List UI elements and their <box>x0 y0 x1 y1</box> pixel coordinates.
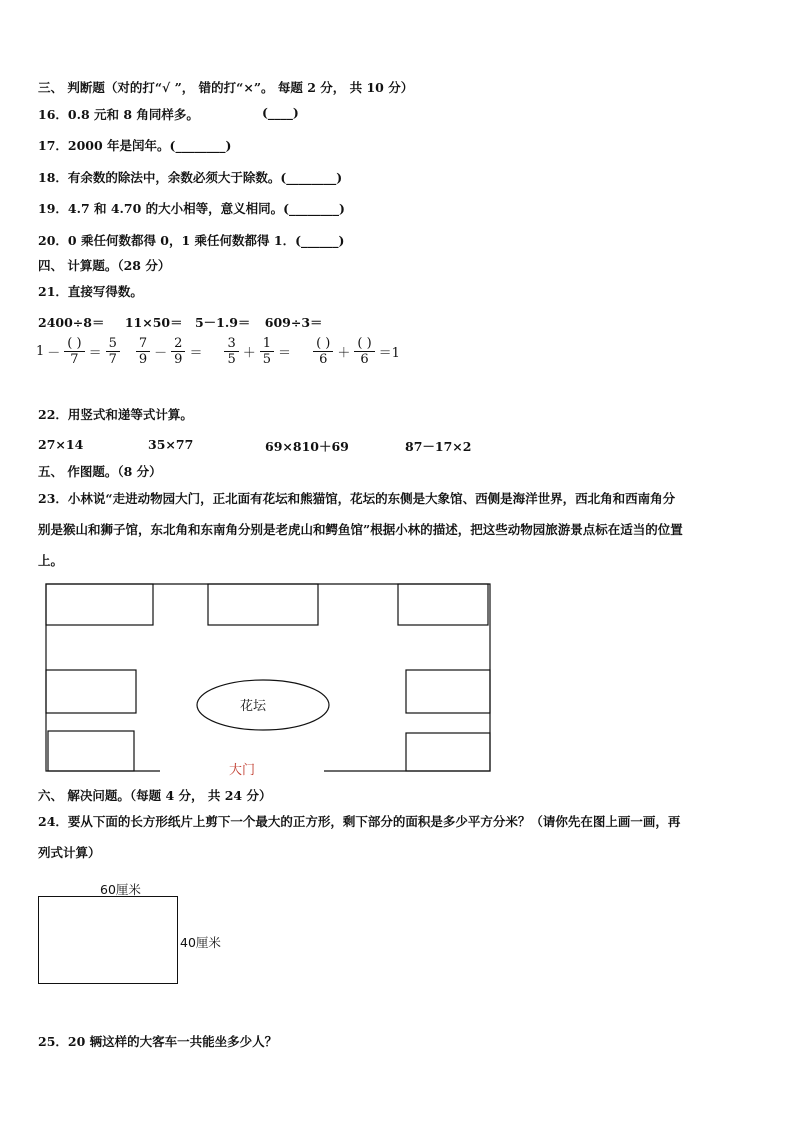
equals-sign: ＝ <box>88 346 102 361</box>
fraction-numerator: 3 <box>224 336 238 352</box>
map-box-north[interactable] <box>208 584 318 625</box>
plus-sign: ＋ <box>242 346 256 361</box>
question-19: 19．4.7 和 4.70 的大小相等，意义相同。(________) <box>38 201 345 216</box>
equals-one: ＝1 <box>378 346 400 361</box>
q21-one: 1 <box>36 344 45 359</box>
q22-expr-4: 87－17×2 <box>405 439 472 454</box>
plus-sign: ＋ <box>337 346 351 361</box>
fraction-numerator: 7 <box>136 336 150 352</box>
q21-expr-3: 5－1.9＝ <box>194 315 251 330</box>
fraction-numerator-blank[interactable]: ( ) <box>313 336 333 352</box>
section5-heading: 五、 作图题。（8 分） <box>38 464 162 479</box>
question-25: 25．20 辆这样的大客车一共能坐多少人？ <box>38 1034 278 1049</box>
gate-label: 大门 <box>228 763 256 778</box>
flowerbed-label: 花坛 <box>239 699 267 714</box>
question-24-line1: 24．要从下面的长方形纸片上剪下一个最大的正方形，剩下部分的面积是多少平方分米？（请你先在图上画一画，再 <box>38 814 681 829</box>
fraction-numerator: 1 <box>260 336 274 352</box>
map-box-east[interactable] <box>406 670 490 713</box>
question-24-line2: 列式计算） <box>38 845 101 860</box>
map-outer-wall <box>46 584 490 771</box>
rect-height-label: 40厘米 <box>180 935 221 950</box>
map-box-northwest[interactable] <box>46 584 153 625</box>
fraction-numerator-blank[interactable]: ( ) <box>64 336 84 352</box>
fraction-denominator: 6 <box>319 352 328 367</box>
equals-sign: ＝ <box>278 346 292 361</box>
question-23-line2: 别是猴山和狮子馆，东北角和东南角分别是老虎山和鳄鱼馆”根据小林的描述，把这些动物园旅游景点标在适当的位置 <box>38 522 683 537</box>
fraction-numerator: 5 <box>106 336 120 352</box>
q22-expr-3: 69×810＋69 <box>265 439 349 454</box>
question-20: 20．0 乘任何数都得 0，1 乘任何数都得 1．(______) <box>38 233 345 248</box>
fraction-numerator-blank[interactable]: ( ) <box>354 336 374 352</box>
map-box-southwest[interactable] <box>48 731 134 771</box>
question-21: 21．直接写得数。 <box>38 284 143 299</box>
map-box-west[interactable] <box>46 670 136 713</box>
map-box-southeast[interactable] <box>406 733 490 771</box>
section3-heading: 三、 判断题（对的打“√ ”， 错的打“×”。 每题 2 分， 共 10 分） <box>38 80 414 95</box>
question-22: 22．用竖式和递等式计算。 <box>38 407 193 422</box>
q22-expr-1: 27×14 <box>38 437 84 452</box>
fraction-denominator: 6 <box>360 352 369 367</box>
fraction-denominator: 7 <box>108 352 117 367</box>
map-box-northeast[interactable] <box>398 584 488 625</box>
question-18: 18．有余数的除法中，余数必须大于除数。(________) <box>38 170 343 185</box>
question-16: 16．0.8 元和 8 角同样多。 <box>38 107 199 122</box>
section4-heading: 四、 计算题。（28 分） <box>38 258 171 273</box>
question-17: 17．2000 年是闰年。(________) <box>38 138 232 153</box>
fraction-denominator: 9 <box>174 352 183 367</box>
fraction-numerator: 2 <box>171 336 185 352</box>
rect-width-label: 60厘米 <box>100 882 141 897</box>
minus-sign: － <box>154 346 168 361</box>
q21-expr-4: 609÷3＝ <box>264 315 323 330</box>
question-16-answer-blank[interactable]: (____) <box>262 105 299 120</box>
question-23-line1: 23．小林说“走进动物园大门，正北面有花坛和熊猫馆，花坛的东侧是大象馆、西侧是海洋世界，西北角和西南角分 <box>38 491 676 506</box>
question-23-line3: 上。 <box>38 553 64 568</box>
paper-rectangle[interactable] <box>38 896 178 984</box>
q21-expr-1: 2400÷8＝ <box>38 315 105 330</box>
fraction-denominator: 5 <box>227 352 236 367</box>
minus-sign: － <box>47 346 61 361</box>
q21-expr-2: 11×50＝ <box>124 315 183 330</box>
q22-expr-2: 35×77 <box>148 437 194 452</box>
equals-sign: ＝ <box>189 346 203 361</box>
fraction-denominator: 9 <box>138 352 148 367</box>
fraction-denominator: 7 <box>70 352 79 367</box>
fraction-denominator: 5 <box>262 352 272 367</box>
section6-heading: 六、 解决问题。（每题 4 分， 共 24 分） <box>38 788 272 803</box>
